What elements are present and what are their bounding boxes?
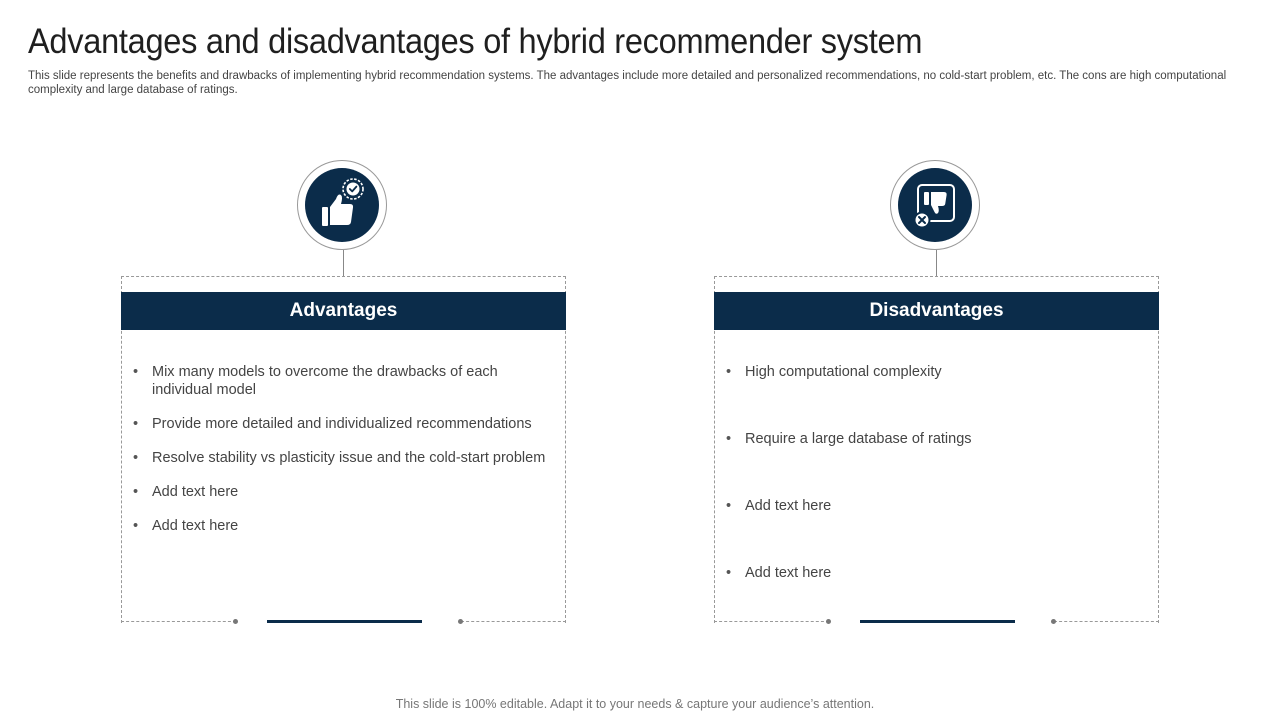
advantages-accent-bar [267,620,422,623]
list-item: • Add text here [726,564,1151,582]
thumbs-up-check-icon [305,168,379,242]
disadvantages-panel [714,160,1159,624]
list-item: • Add text here [726,497,1151,515]
advantages-frame-dot-right [458,619,463,624]
list-item: • Provide more detailed and individualized recommendations [133,415,558,433]
slide-footer: This slide is 100% editable. Adapt it to your needs & capture your audience’s attention. [395,697,875,711]
advantages-list [133,363,558,551]
list-item: • Mix many models to overcome the drawbacks of each individual model [133,363,558,399]
advantages-frame-dot-left [233,619,238,624]
disadvantages-list [726,363,1151,631]
advantages-icon-ring [297,160,387,250]
advantages-heading: Advantages [121,292,566,330]
list-item: • Add text here [133,483,558,501]
advantages-frame-bottom-right [461,621,566,622]
list-item: • Resolve stability vs plasticity issue and the cold-start problem [133,449,558,467]
list-item: • High computational complexity [726,363,1151,381]
list-item: • Add text here [133,517,558,535]
disadvantages-icon-ring [890,160,980,250]
slide-title: Advantages and disadvantages of hybrid recommender system [28,22,923,61]
advantages-connector [343,250,344,276]
disadvantages-connector [936,250,937,276]
disadvantages-heading: Disadvantages [714,292,1159,330]
advantages-frame-bottom-left [121,621,236,622]
thumbs-down-x-icon [898,168,972,242]
list-item: • Require a large database of ratings [726,430,1151,448]
advantages-panel [121,160,566,624]
slide-subtitle: This slide represents the benefits and drawbacks of implementing hybrid recommendation systems. The advantages include more detailed and personalized recommendations, no cold-start problem, etc. The cons are high computational complexity and large database of ratings. [28,70,1227,96]
